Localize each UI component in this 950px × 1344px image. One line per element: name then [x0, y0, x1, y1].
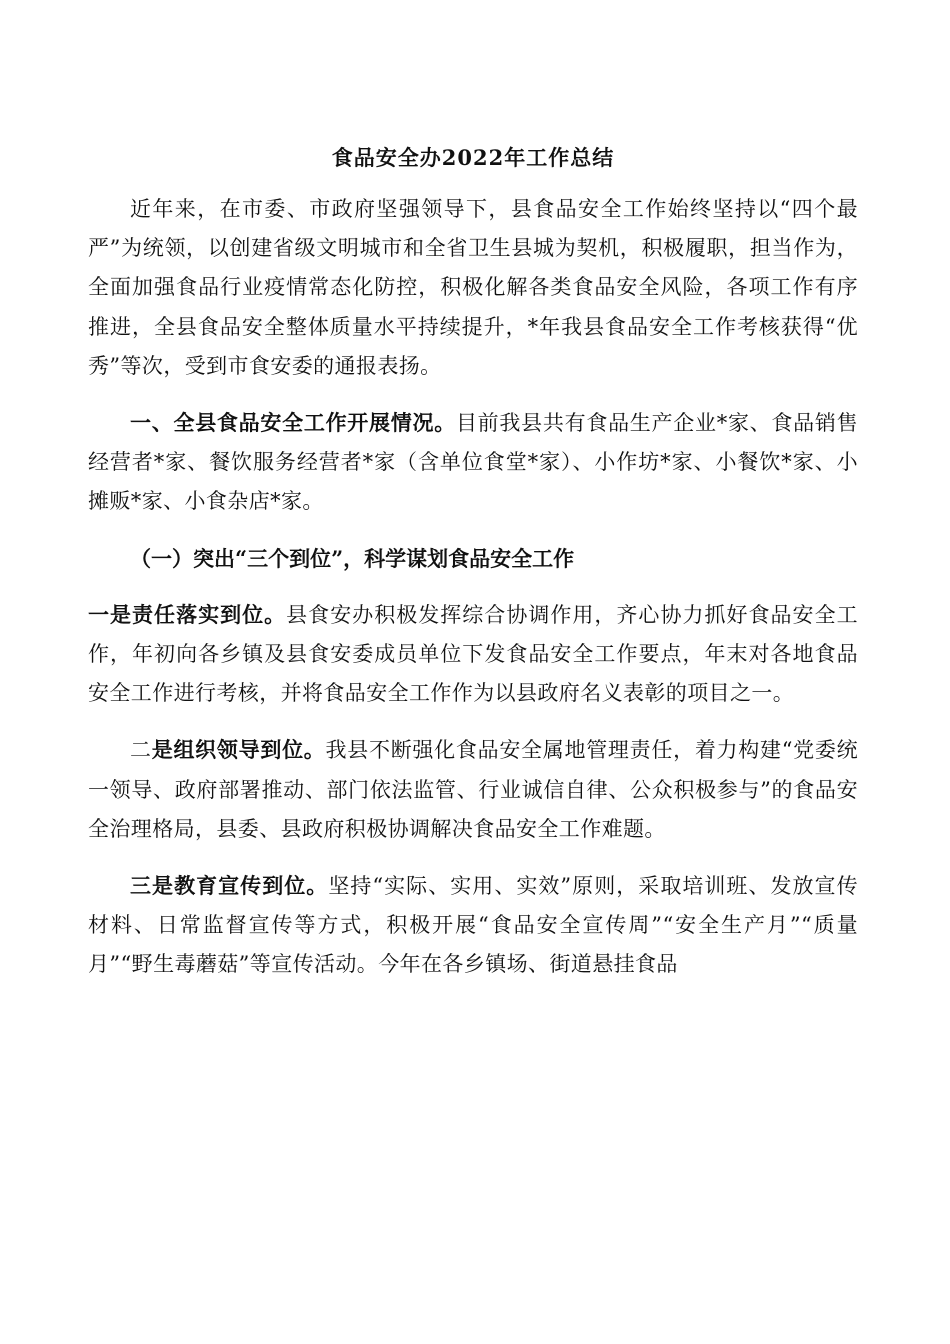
item2-lead-plain: 二 — [130, 738, 152, 763]
item3-heading: 三是教育宣传到位。 — [130, 873, 329, 899]
intro-text: 近年来，在市委、市政府坚强领导下，县食品安全工作始终坚持以“四个最严”为统领，以创建省级文明城市和全省卫生县城为契机，积极履职，担当作为，全面加强食品行业疫情常态化防控，积极化解各类食品安全风险，各项工作有序推进，全县食品安全整体质量水平持续提升，*年我县食品安全工作考核获得“优秀”等次，受到市食安委的通报表扬。 — [88, 197, 858, 378]
subheading-three-in-place: （一）突出“三个到位”，科学谋划食品安全工作 — [130, 545, 575, 571]
item2-text: 我县不断强化食品安全属地管理责任，着力构建“党委统一领导、政府部署推动、部门依法监管、行业诚信自律、公众积极参与”的食品安全治理格局，县委、县政府积极协调解决食品安全工作难题。 — [88, 738, 859, 841]
intro-paragraph — [88, 190, 858, 386]
document-title: 食品安全办2022年工作总结 — [331, 145, 615, 170]
section1-heading: 一、全县食品安全工作开展情况。 — [130, 410, 456, 436]
section1-paragraph — [88, 403, 858, 522]
item3-text: 坚持“实际、实用、实效”原则，采取培训班、发放宣传材料、日常监督宣传等方式，积极开展“食品安全宣传周”“安全生产月”“质量月”“野生毒蘑菇”等宣传活动。今年在各乡镇场、街道悬挂食品 — [88, 874, 858, 977]
item1-text: 县食安办积极发挥综合协调作用，齐心协力抓好食品安全工作，年初向各乡镇及县食安委成员单位下发食品安全工作要点，年末对各地食品安全工作进行考核，并将食品安全工作作为以县政府名义表彰的项目之一。 — [88, 602, 858, 706]
item3-paragraph — [88, 866, 858, 985]
document-page — [88, 140, 858, 1002]
item2-paragraph — [88, 730, 858, 849]
section1-text: 目前我县共有食品生产企业*家、食品销售经营者*家、餐饮服务经营者*家（含单位食堂*家）、小作坊*家、小餐饮*家、小摊贩*家、小食杂店*家。 — [88, 411, 858, 514]
item1-paragraph — [88, 595, 858, 714]
item2-heading: 是组织领导到位。 — [151, 737, 326, 763]
item1-heading: 一是责任落实到位。 — [88, 601, 287, 627]
